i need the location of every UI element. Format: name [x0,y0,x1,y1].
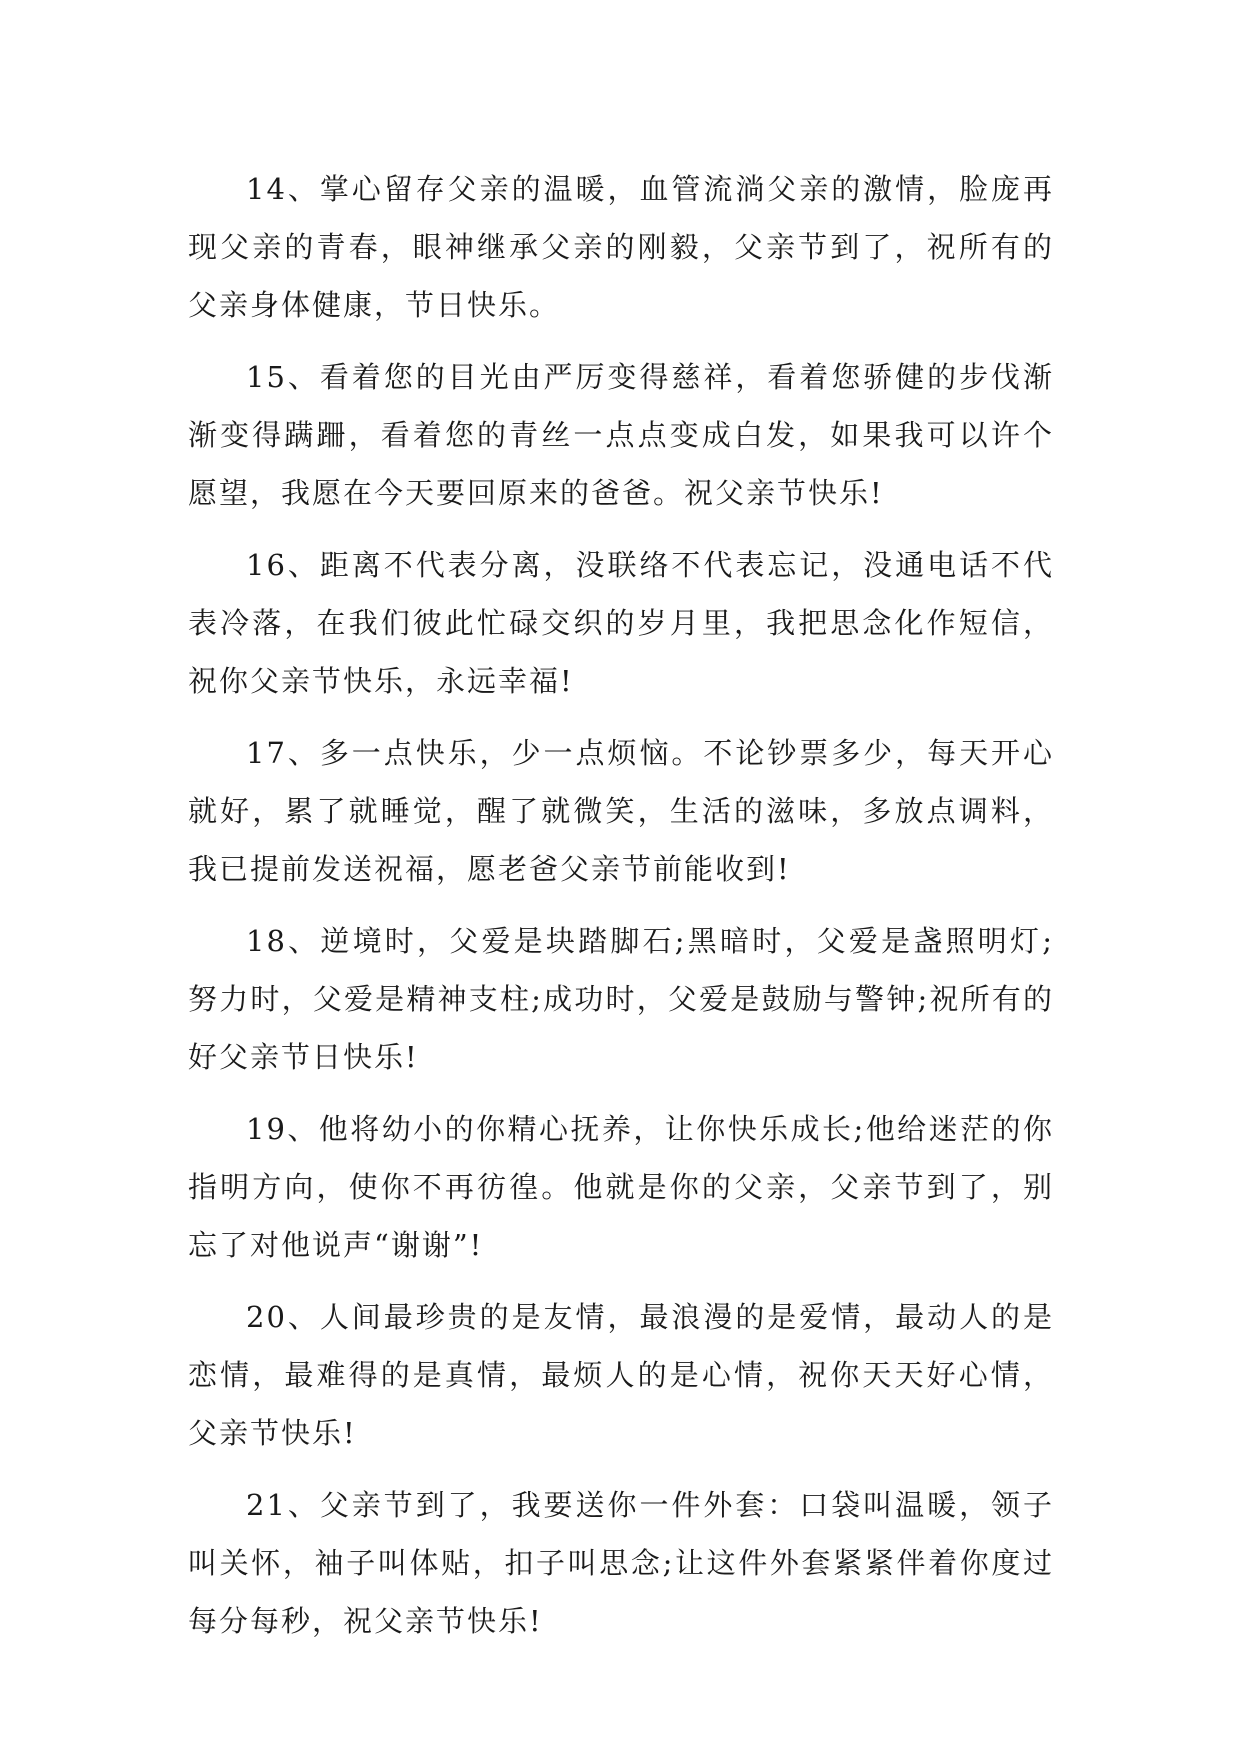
paragraph-21: 21、父亲节到了，我要送你一件外套：口袋叫温暖，领子叫关怀，袖子叫体贴，扣子叫思念;让这件外套紧紧伴着你度过每分每秒，祝父亲节快乐! [188,1488,1054,1638]
paragraph-20: 20、人间最珍贵的是友情，最浪漫的是爱情，最动人的是恋情，最难得的是真情，最烦人的是心情，祝你天天好心情，父亲节快乐! [188,1300,1054,1450]
paragraph-14: 14、掌心留存父亲的温暖，血管流淌父亲的激情，脸庞再现父亲的青春，眼神继承父亲的刚毅，父亲节到了，祝所有的父亲身体健康，节日快乐。 [188,172,1054,322]
document-body [188,160,1054,1664]
paragraph-18: 18、逆境时，父爱是块踏脚石;黑暗时，父爱是盏照明灯;努力时，父爱是精神支柱;成功时，父爱是鼓励与警钟;祝所有的好父亲节日快乐! [188,924,1054,1074]
paragraph-16: 16、距离不代表分离，没联络不代表忘记，没通电话不代表冷落，在我们彼此忙碌交织的岁月里，我把思念化作短信，祝你父亲节快乐，永远幸福! [188,548,1054,698]
paragraph-19: 19、他将幼小的你精心抚养，让你快乐成长;他给迷茫的你指明方向，使你不再彷徨。他就是你的父亲，父亲节到了，别忘了对他说声“谢谢”! [188,1112,1054,1262]
paragraph-15: 15、看着您的目光由严厉变得慈祥，看着您骄健的步伐渐渐变得蹒跚，看着您的青丝一点点变成白发，如果我可以许个愿望，我愿在今天要回原来的爸爸。祝父亲节快乐! [188,360,1054,510]
paragraph-17: 17、多一点快乐，少一点烦恼。不论钞票多少，每天开心就好，累了就睡觉，醒了就微笑，生活的滋味，多放点调料，我已提前发送祝福，愿老爸父亲节前能收到! [188,736,1054,886]
